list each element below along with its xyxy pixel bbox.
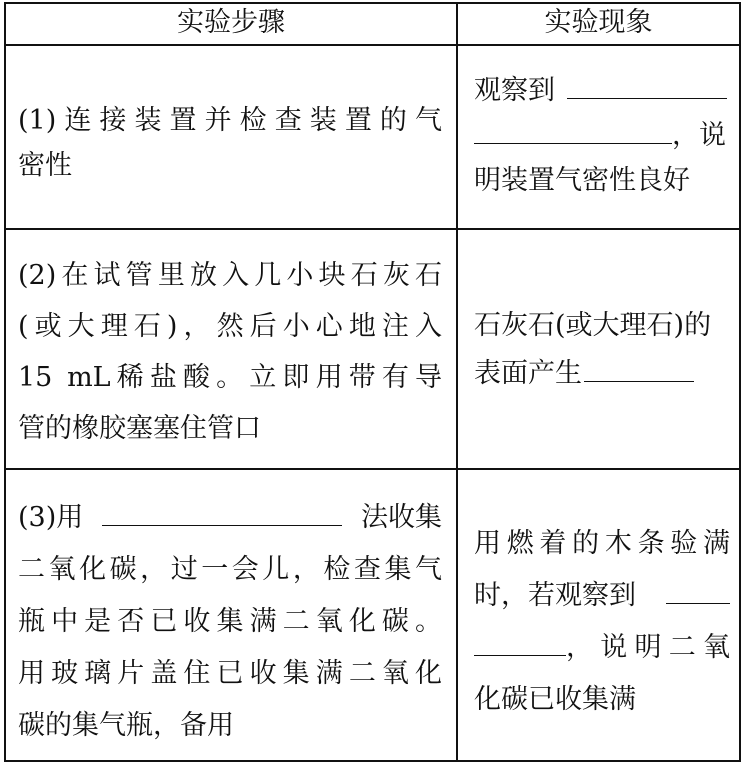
- row2-phenomena: [474, 302, 730, 398]
- row2-step-line1: (2)在试管里放入几小块石灰石: [18, 260, 442, 291]
- row2-phen-line2: [474, 350, 730, 398]
- row1-step-line1: (1)连接装置并检查装置的气: [18, 105, 442, 136]
- answer-blank-2[interactable]: [584, 351, 694, 382]
- row2-phen-line1: 石灰石(或大理石)的: [474, 310, 712, 341]
- row3-phen-text3: ，说明二氧: [566, 632, 730, 663]
- row1-phen-line3: 明装置气密性良好: [474, 165, 690, 196]
- answer-blank-1b[interactable]: [474, 113, 672, 144]
- row3-step-line3: 瓶中是否已收集满二氧化碳。: [18, 606, 442, 637]
- row3-phen-line4: 化碳已收集满: [474, 684, 636, 715]
- table-border-bottom: [4, 760, 741, 762]
- table-border-right: [739, 2, 741, 762]
- header-phenomena: 实验现象: [544, 7, 653, 38]
- row1-step-line2: 密性: [18, 150, 72, 181]
- row1-phen-line2: [474, 113, 730, 158]
- answer-blank-3a[interactable]: [102, 495, 342, 526]
- row2-step-line2: (或大理石)，然后小心地注入: [18, 311, 442, 342]
- row1-phen-text2: ，说: [672, 120, 726, 151]
- row3-step-line1: [18, 492, 442, 544]
- row1-phen-line1: [474, 68, 730, 113]
- row2-phen-text2: 表面产生: [474, 358, 582, 389]
- table-border-left: [4, 2, 6, 762]
- row2-step-line3: 15 mL稀盐酸。立即用带有导: [18, 362, 442, 393]
- experiment-table: [4, 2, 741, 762]
- row1-phenomena: [474, 68, 730, 203]
- row3-phen-line3: [474, 622, 730, 674]
- row2-step-line4: 管的橡胶塞塞住管口: [18, 413, 261, 444]
- header-steps: 实验步骤: [177, 7, 285, 38]
- column-divider: [456, 2, 458, 762]
- row-divider-1: [4, 228, 741, 230]
- row3-steps: [18, 492, 442, 752]
- row1-steps: [18, 98, 442, 188]
- row3-step-line2: 二氧化碳，过一会儿，检查集气: [18, 554, 442, 585]
- row3-phen-line2: [474, 570, 730, 622]
- row3-phen-text2: 时，若观察到: [474, 580, 636, 611]
- row1-phen-text1: 观察到: [474, 75, 555, 106]
- row2-steps: [18, 250, 442, 454]
- answer-blank-3c[interactable]: [474, 625, 566, 656]
- header-divider: [4, 44, 741, 46]
- row-divider-2: [4, 468, 741, 470]
- row3-phen-line1: 用燃着的木条验满: [474, 528, 730, 559]
- row3-step-line4: 用玻璃片盖住已收集满二氧化: [18, 658, 442, 689]
- answer-blank-3b[interactable]: [666, 573, 730, 604]
- answer-blank-1a[interactable]: [567, 68, 727, 99]
- row3-step-text1b: 法收集: [361, 502, 442, 533]
- row3-step-line5: 碳的集气瓶，备用: [18, 710, 234, 741]
- row3-phenomena: [474, 518, 730, 726]
- row3-step-text1a: (3)用: [18, 502, 84, 533]
